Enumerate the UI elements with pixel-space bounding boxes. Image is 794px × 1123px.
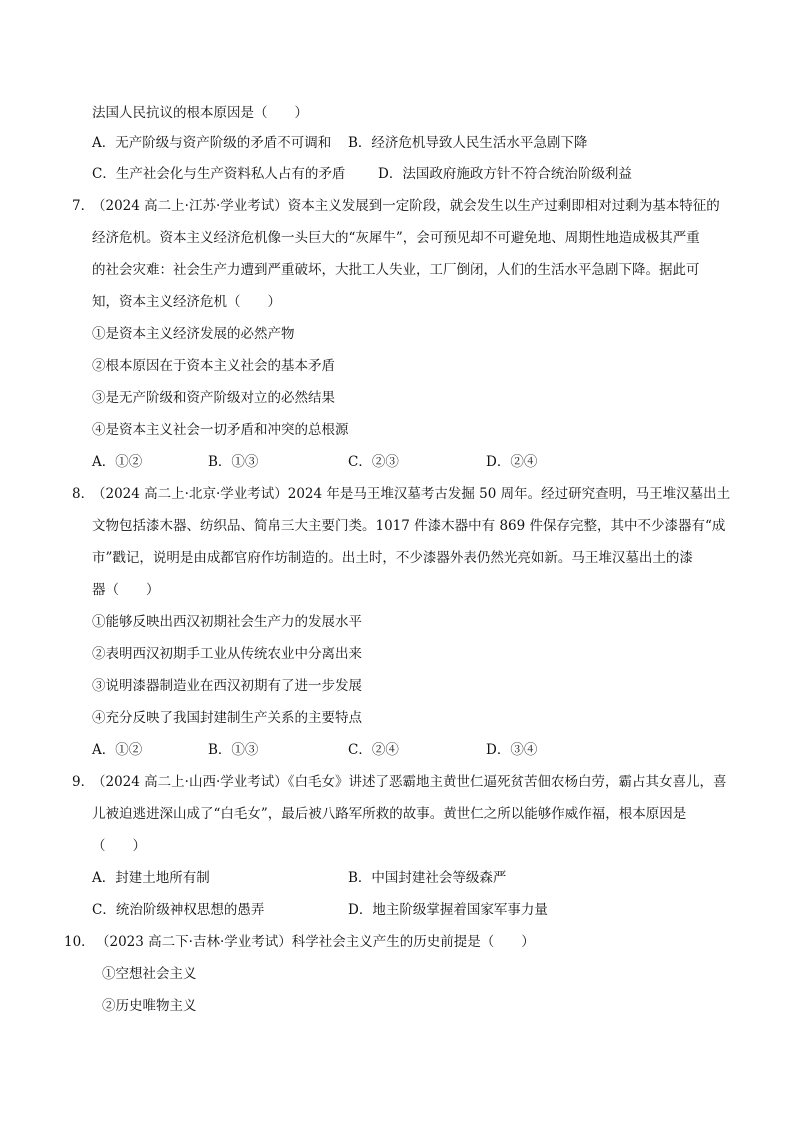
q6-option-d: D．法国政府施政方针不符合统治阶级利益 — [378, 166, 632, 182]
q6-option-a: A．无产阶级与资产阶级的矛盾不可调和 — [92, 135, 332, 151]
q7-statement: ③是无产阶级和资产阶级对立的必然结果 — [92, 390, 335, 406]
q7-statement: ②根本原因在于资本主义社会的基本矛盾 — [92, 358, 335, 374]
q9-option-b: B．中国封建社会等级森严 — [348, 870, 507, 886]
q9-option-a: A．封建土地所有制 — [92, 870, 210, 886]
q7-option-b: B．①③ — [208, 454, 259, 470]
q7-option-c: C．②③ — [348, 454, 399, 470]
q10-statement: ①空想社会主义 — [102, 966, 197, 982]
q7-number: 7． — [72, 198, 95, 214]
q8-statement: ②表明西汉初期手工业从传统农业中分离出来 — [92, 646, 362, 662]
q7-option-d: D．②④ — [486, 454, 538, 470]
q8-stem-line: 文物包括漆木器、纺织品、简帛三大主要门类。1017 件漆木器中有 869 件保存完整，其中不少漆器有“成 — [92, 518, 726, 534]
q9-option-c: C．统治阶级神权思想的愚弄 — [92, 902, 265, 918]
q7-option-a: A．①② — [92, 454, 143, 470]
q9-number: 9． — [72, 774, 95, 790]
q7-stem-line: 的社会灾难：社会生产力遭到严重破坏，大批工人失业，工厂倒闭，人们的生活水平急剧下降。据此可 — [92, 262, 700, 278]
q9-stem-line: （2024 高二上·山西·学业考试）《白毛女》讲述了恶霸地主黄世仁逼死贫苦佃农杨白劳，霸占其女喜儿，喜 — [92, 774, 727, 790]
q9-option-d: D．地主阶级掌握着国家军事力量 — [348, 902, 548, 918]
q7-statement: ①是资本主义经济发展的必然产物 — [92, 326, 295, 342]
q10-stem-line: （2023 高二下·吉林·学业考试）科学社会主义产生的历史前提是（ ） — [96, 934, 535, 950]
q7-stem-line: （2024 高二上·江苏·学业考试）资本主义发展到一定阶段，就会发生以生产过剩即相对过剩为基本特征的 — [92, 198, 720, 214]
q8-number: 8． — [72, 486, 95, 502]
q8-statement: ①能够反映出西汉初期社会生产力的发展水平 — [92, 614, 362, 630]
q8-stem-line: 器（ ） — [92, 582, 160, 598]
q8-option-d: D．③④ — [486, 742, 538, 758]
q7-statement: ④是资本主义社会一切矛盾和冲突的总根源 — [92, 422, 349, 438]
q9-stem-line: （ ） — [92, 838, 146, 854]
q8-option-b: B．①③ — [208, 742, 259, 758]
q6-option-c: C．生产社会化与生产资料私人占有的矛盾 — [92, 166, 346, 182]
q8-statement: ③说明漆器制造业在西汉初期有了进一步发展 — [92, 678, 362, 694]
q10-number: 10． — [64, 934, 95, 950]
q10-statement: ②历史唯物主义 — [102, 998, 197, 1014]
q6-option-b: B．经济危机导致人民生活水平急剧下降 — [348, 135, 588, 151]
q9-stem-line: 儿被迫逃进深山成了“白毛女”，最后被八路军所救的故事。黄世仁之所以能够作威作福，根本原因是 — [92, 806, 687, 822]
q7-stem-line: 知，资本主义经济危机（ ） — [92, 294, 281, 310]
q7-stem-line: 经济危机。资本主义经济危机像一头巨大的“灰犀牛”，会可预见却不可避免地、周期性地造成极其严重 — [92, 230, 700, 246]
q8-option-a: A．①② — [92, 742, 143, 758]
q8-stem-line: 市”戳记，说明是由成都官府作坊制造的。出土时，不少漆器外表仍然光亮如新。马王堆汉墓出土的漆 — [92, 550, 693, 566]
q8-statement: ④充分反映了我国封建制生产关系的主要特点 — [92, 710, 362, 726]
q6-stem-tail: 法国人民抗议的根本原因是（ ） — [92, 105, 308, 121]
q8-option-c: C．②④ — [348, 742, 399, 758]
q8-stem-line: （2024 高二上·北京·学业考试）2024 年是马王堆汉墓考古发掘 50 周年。经过研究查明，马王堆汉墓出土 — [92, 486, 731, 502]
